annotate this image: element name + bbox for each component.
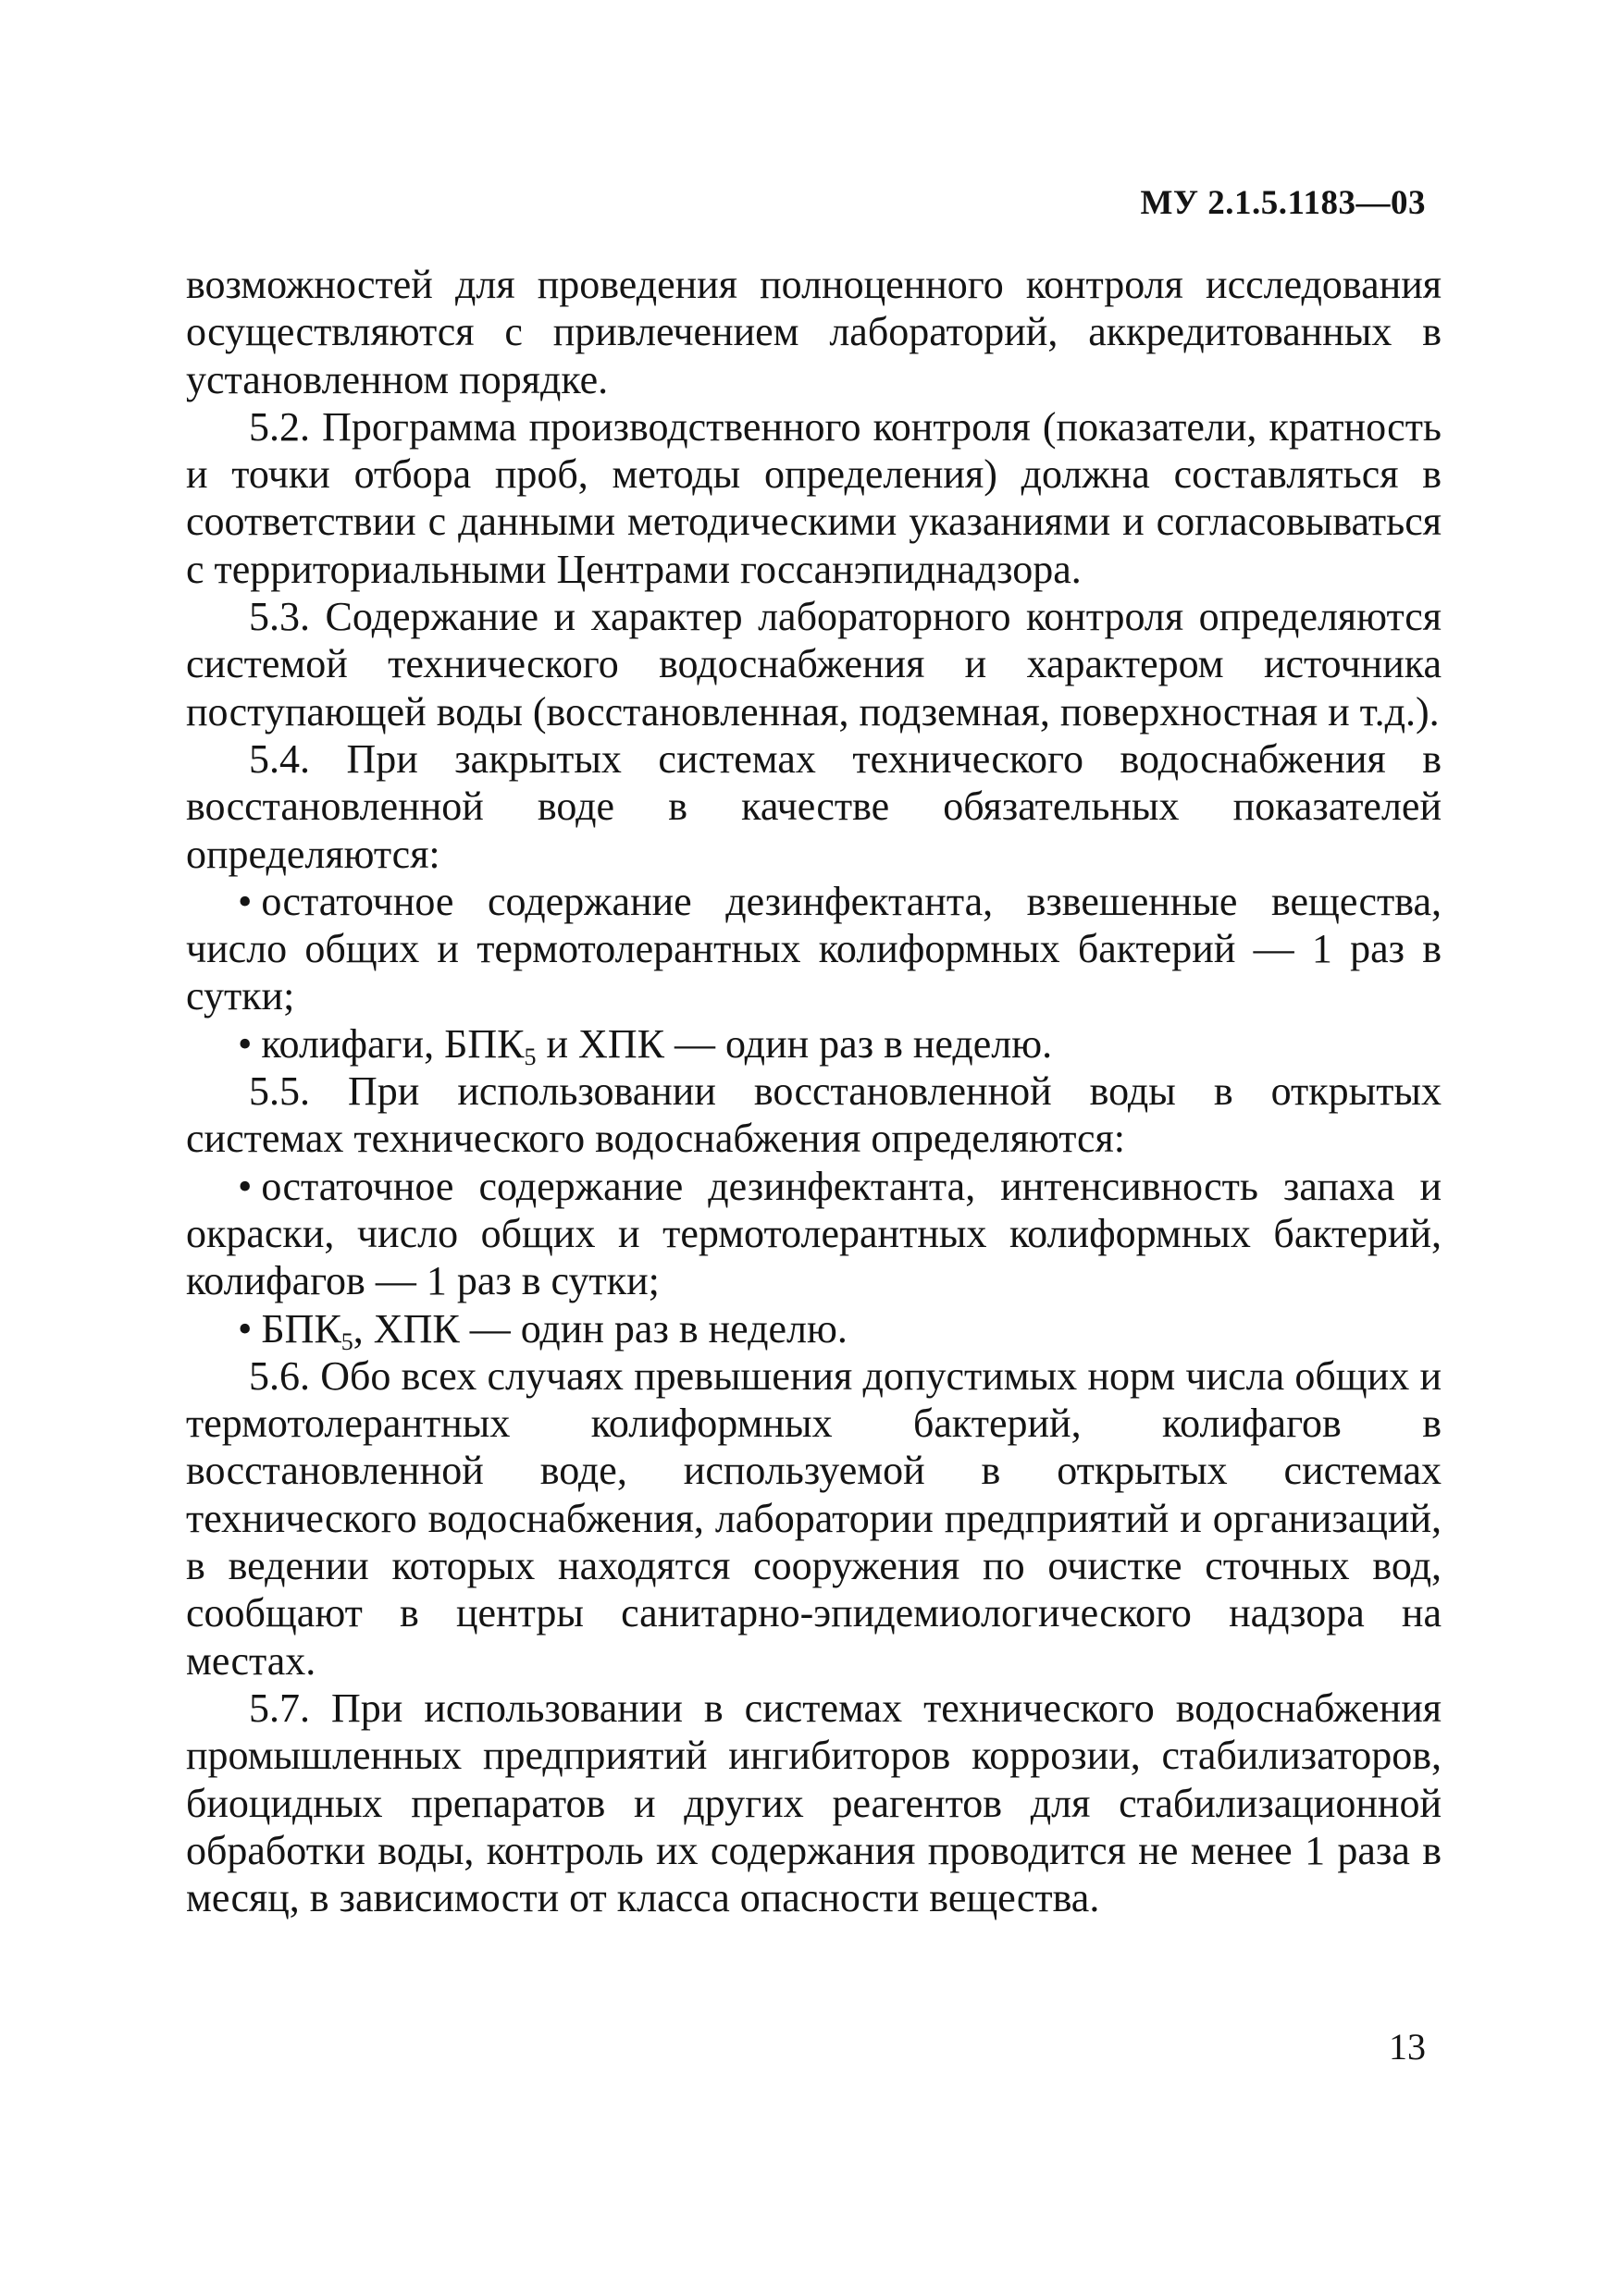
bullet-text: , ХПК — один раз в неделю. [353,1305,848,1352]
bullet-icon: • [238,1163,253,1209]
bullet-icon: • [238,1020,253,1067]
page-number: 13 [1389,2026,1426,2068]
document-code: МУ 2.1.5.1183—03 [1140,184,1426,222]
bullet-text: БПК [261,1305,341,1352]
body-text [186,261,1442,1921]
bullet-item [186,1305,1442,1355]
bullet-item [186,1020,1442,1068]
bullet-text: колифаги, БПК [261,1020,525,1067]
paragraph-5-7: 5.7. При использовании в системах технического водоснабжения промышленных предприятий ингибиторов коррозии, стабилизаторов, биоцидных препаратов и других реагентов для стабилизационной обработки воды, контроль их содержания проводится не менее 1 раза в месяц, в зависимости от класса опасности вещества. [186,1685,1442,1921]
bullet-text: и ХПК — один раз в неделю. [536,1020,1053,1067]
paragraph-5-4: 5.4. При закрытых системах технического водоснабжения в восстановленной воде в качестве обязательных показателей определяются: [186,735,1442,877]
paragraph-5-6: 5.6. Обо всех случаях превышения допустимых норм числа общих и термотолерантных колиформных бактерий, колифагов в восстановленной воде, используемой в открытых системах технического водоснабжения, лаборатории предприятий и организаций, в ведении которых находятся сооружения по очистке сточных вод, сообщают в центры санитарно-эпидемиологического надзора на местах. [186,1352,1442,1684]
bullet-text: остаточное содержание дезинфектанта, взвешенные вещества, число общих и термотолерантных колиформных бактерий — 1 раз в сутки; [186,878,1442,1019]
paragraph-continuation: возможностей для проведения полноценного контроля исследования осуществляются с привлечением лабораторий, аккредитованных в установленном порядке. [186,262,1442,402]
bullet-icon: • [238,1305,253,1352]
subscript: 5 [524,1043,537,1070]
paragraph-5-3: 5.3. Содержание и характер лабораторного контроля определяются системой технического водоснабжения и характером источника поступающей воды (восстановленная, подземная, поверхностная и т.д.). [186,594,1442,734]
bullet-icon: • [238,878,253,924]
bullet-text: остаточное содержание дезинфектанта, интенсивность запаха и окраски, число общих и термотолерантных колиформных бактерий, колифагов — 1 раз в сутки; [186,1163,1442,1304]
bullet-item [186,1163,1442,1305]
paragraph-5-5: 5.5. При использовании восстановленной воды в открытых системах технического водоснабжения определяются: [186,1068,1442,1162]
bullet-item [186,878,1442,1020]
paragraph-5-2: 5.2. Программа производственного контроля (показатели, кратность и точки отбора проб, методы определения) должна составляться в соответствии с данными методическими указаниями и согласовываться с территориальными Центрами госсанэпиднадзора. [186,403,1442,592]
subscript: 5 [340,1327,353,1355]
